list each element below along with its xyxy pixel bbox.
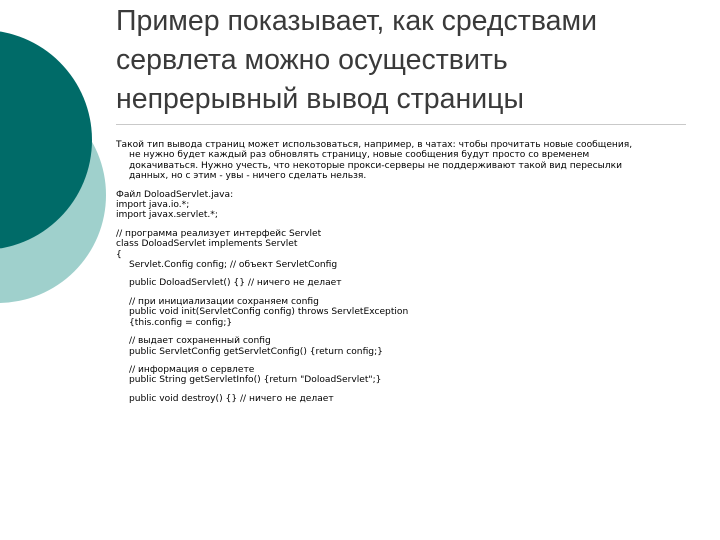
code-line: { — [116, 249, 122, 260]
code-line: {this.config = config;} — [129, 317, 233, 328]
title-divider — [116, 124, 686, 125]
decorative-circles — [0, 0, 110, 540]
code-line: // выдает сохраненный config — [129, 336, 271, 347]
code-line: public void destroy() {} // ничего не делает — [129, 393, 334, 404]
code-line: // программа реализует интерфейс Servlet — [116, 228, 322, 239]
slide-title — [116, 2, 696, 119]
code-block-init — [116, 297, 688, 328]
code-line: class DoloadServlet implements Servlet — [116, 239, 298, 250]
intro-line: не нужно будет каждый раз обновлять страницу, новые сообщения будут просто со временем — [129, 150, 590, 161]
title-line-2: сервлета можно осуществить — [116, 44, 508, 76]
slide-body — [116, 140, 688, 404]
code-line: public ServletConfig getServletConfig() {return config;} — [129, 346, 383, 357]
file-line: import java.io.*; — [116, 200, 190, 211]
intro-paragraph — [116, 140, 688, 182]
title-line-3: непрерывный вывод страницы — [116, 83, 524, 115]
code-head — [116, 229, 688, 271]
file-line: import javax.servlet.*; — [116, 210, 218, 221]
intro-line: докачиваться. Нужно учесть, что некоторые прокси-серверы не поддерживают такой вид пересылки — [129, 160, 623, 171]
code-block-info — [116, 365, 688, 386]
code-line: // информация о сервлете — [129, 364, 255, 375]
intro-line: данных, но с этим - увы - ничего сделать нельзя. — [129, 171, 367, 182]
code-line: public String getServletInfo() {return "DoloadServlet";} — [129, 375, 382, 386]
file-line: Файл DoloadServlet.java: — [116, 189, 234, 200]
code-block-constructor — [116, 278, 688, 288]
code-block-get-config — [116, 336, 688, 357]
code-line: public DoloadServlet() {} // ничего не делает — [129, 278, 342, 289]
code-line: public void init(ServletConfig config) throws ServletException — [129, 307, 409, 318]
title-line-1: Пример показывает, как средствами — [116, 5, 598, 37]
intro-line: Такой тип вывода страниц может использоваться, например, в чатах: чтобы прочитать новые сообщения, — [116, 140, 633, 150]
code-line: Servlet.Config config; // объект ServletConfig — [129, 260, 338, 271]
code-line: // при инициализации сохраняем config — [129, 296, 319, 307]
code-block-destroy — [116, 394, 688, 404]
file-header — [116, 190, 688, 221]
